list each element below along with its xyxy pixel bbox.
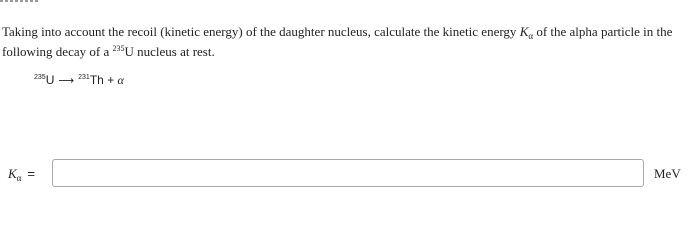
daughter-symbol: Th xyxy=(89,73,104,87)
answer-subscript: α xyxy=(16,173,22,183)
unit-label: MeV xyxy=(654,166,681,181)
alpha-symbol: α xyxy=(117,73,124,87)
question-part1: Taking into account the recoil (kinetic energy) of the daughter nucleus, calculate the kinetic energy xyxy=(2,24,520,39)
daughter-mass-number: 231 xyxy=(78,74,90,81)
equals-sign: = xyxy=(27,166,35,181)
plus-sign: + xyxy=(107,73,115,87)
decay-equation xyxy=(34,70,124,91)
parent-mass-number: 235 xyxy=(34,74,46,81)
element-symbol: U xyxy=(124,44,134,59)
answer-label xyxy=(8,166,35,182)
reaction-arrow: ⟶ xyxy=(58,75,75,87)
answer-symbol: K xyxy=(8,166,17,181)
question-part3: nucleus at rest. xyxy=(133,44,215,59)
question-text xyxy=(2,22,692,62)
alpha-subscript: α xyxy=(528,31,534,41)
parent-symbol: U xyxy=(45,73,55,87)
kinetic-energy-symbol: K xyxy=(519,24,529,39)
mass-number: 235 xyxy=(112,44,125,53)
question-part2: of the alpha particle in the following decay of a xyxy=(2,24,673,59)
answer-input[interactable] xyxy=(52,159,644,187)
top-divider xyxy=(0,0,40,2)
